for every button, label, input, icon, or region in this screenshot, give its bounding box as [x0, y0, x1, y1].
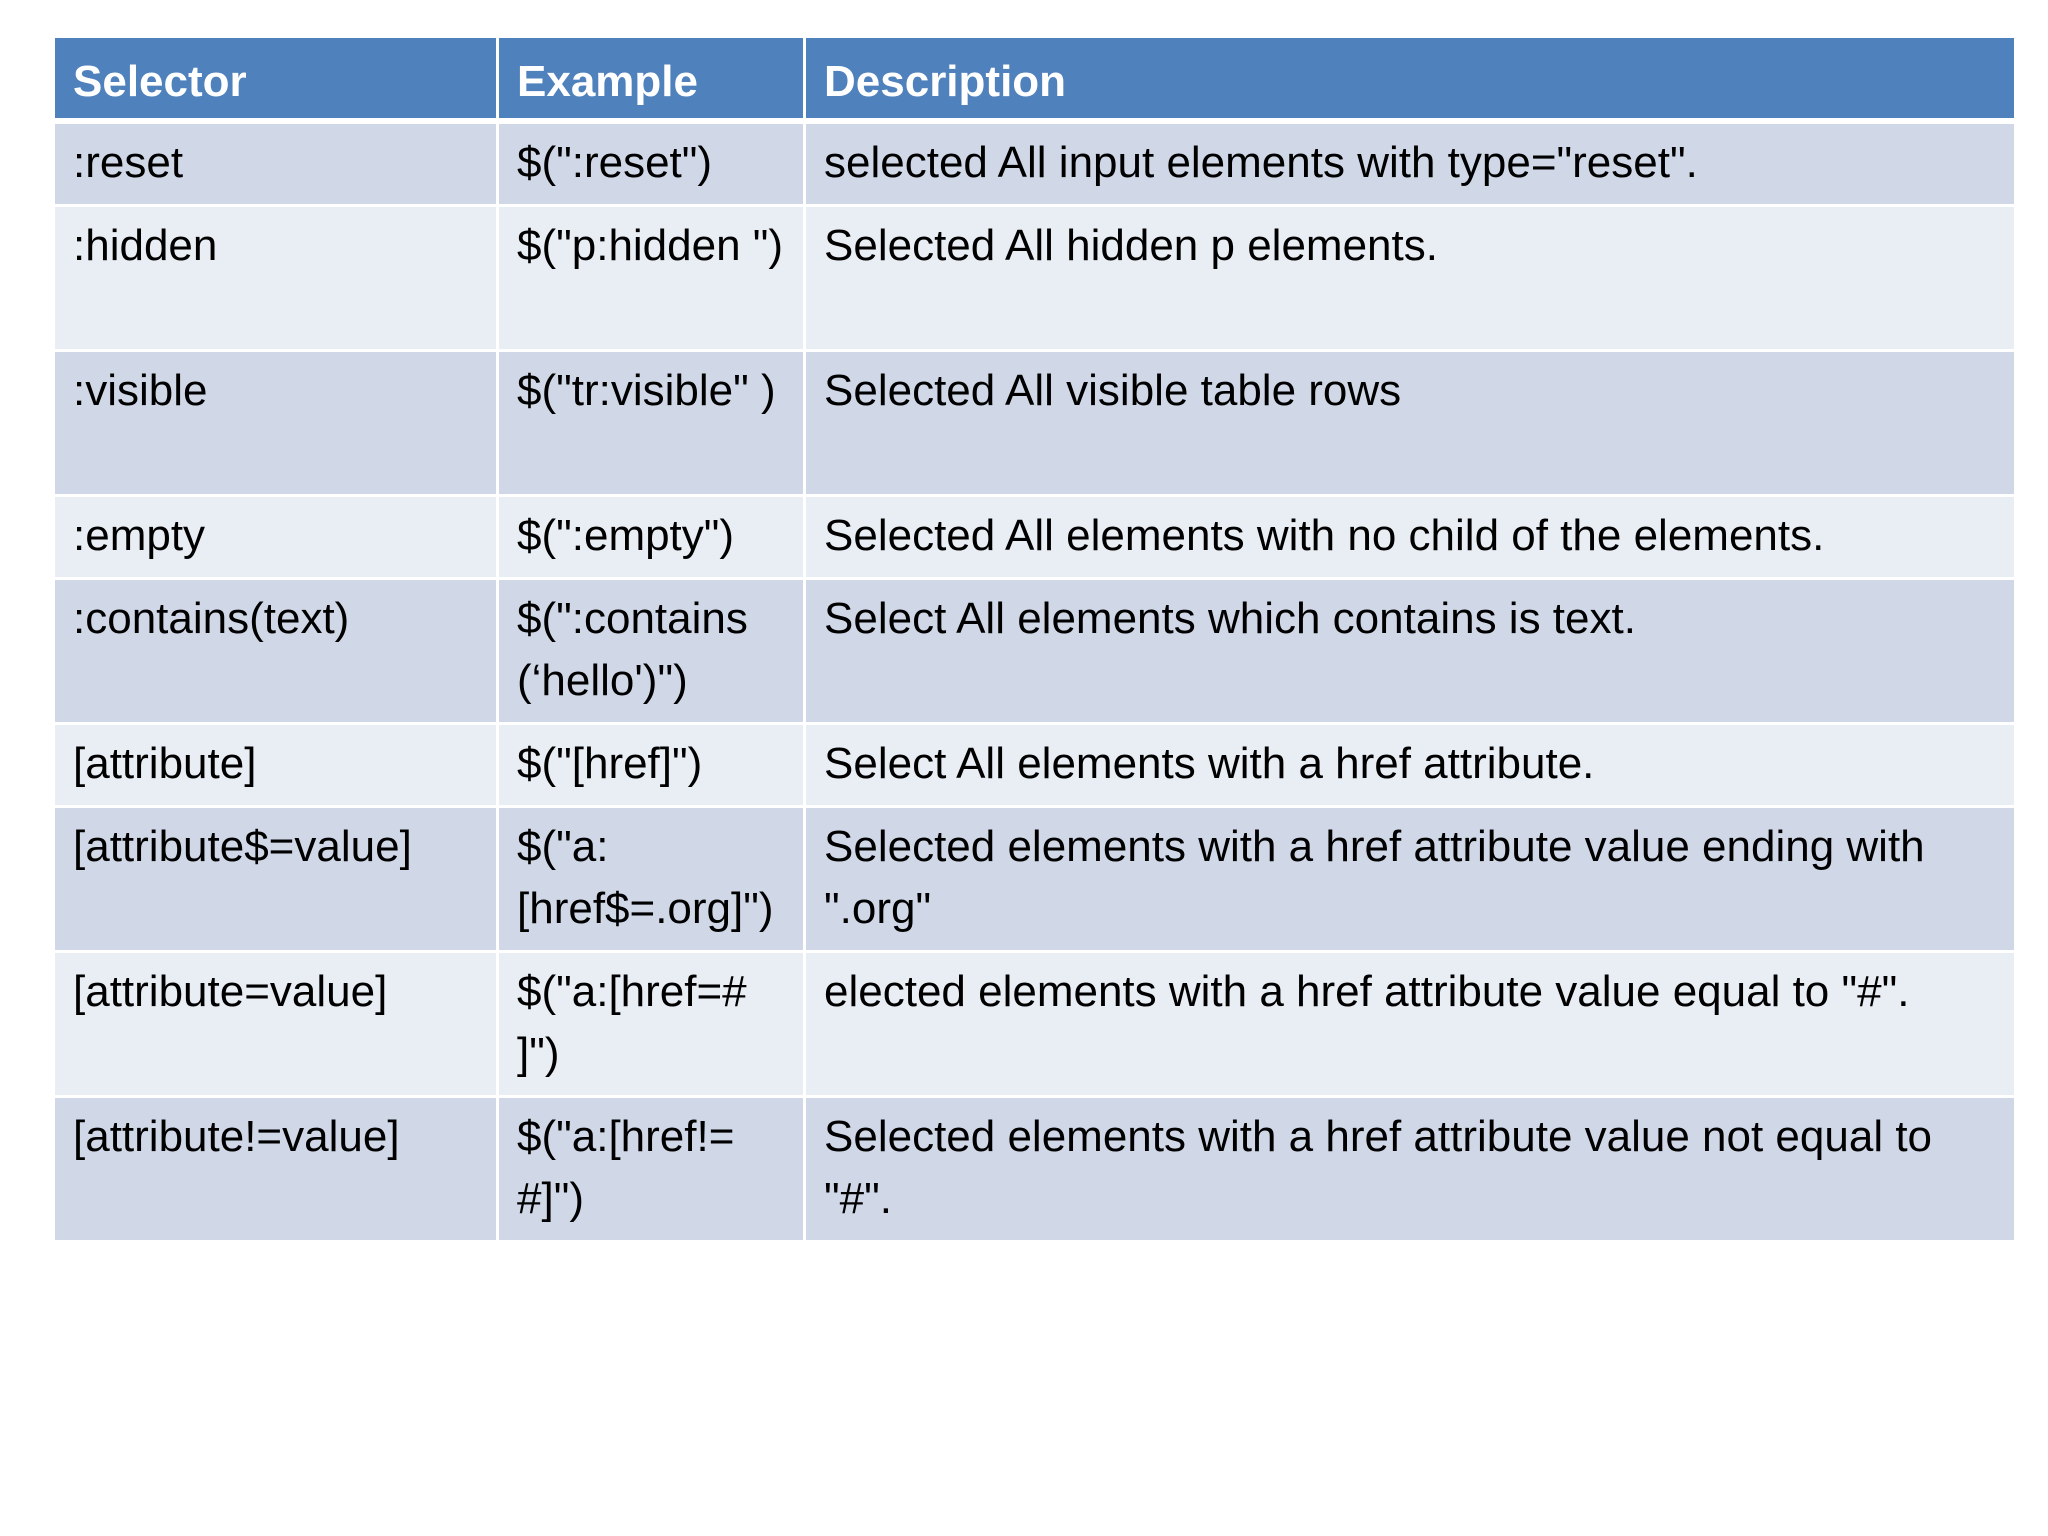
- table-row: [54, 121, 2016, 206]
- cell-description: Selected All hidden p elements.: [805, 206, 2016, 351]
- cell-selector: :empty: [54, 496, 498, 579]
- cell-example: $("tr:visible" ): [498, 351, 805, 496]
- cell-selector: :hidden: [54, 206, 498, 351]
- cell-selector: :reset: [54, 121, 498, 206]
- cell-example: $("[href]"): [498, 724, 805, 807]
- cell-description: elected elements with a href attribute value equal to "#".: [805, 952, 2016, 1097]
- header-example: Example: [498, 37, 805, 122]
- cell-description: Select All elements with a href attribute.: [805, 724, 2016, 807]
- cell-description: Selected elements with a href attribute value ending with ".org": [805, 807, 2016, 952]
- cell-example: $("a:[href$=.org]"): [498, 807, 805, 952]
- cell-description: Select All elements which contains is text.: [805, 579, 2016, 724]
- table-row: [54, 496, 2016, 579]
- table-body: [54, 121, 2016, 1242]
- cell-example: $("a:[href!= #]"): [498, 1097, 805, 1242]
- cell-description: Selected All elements with no child of the elements.: [805, 496, 2016, 579]
- header-row: [54, 37, 2016, 122]
- table-row: [54, 807, 2016, 952]
- table-row: [54, 1097, 2016, 1242]
- cell-example: $("p:hidden "): [498, 206, 805, 351]
- cell-description: selected All input elements with type="reset".: [805, 121, 2016, 206]
- cell-selector: [attribute$=value]: [54, 807, 498, 952]
- cell-selector: [attribute]: [54, 724, 498, 807]
- cell-example: $("a:[href=# ]"): [498, 952, 805, 1097]
- table-row: [54, 724, 2016, 807]
- table-row: [54, 351, 2016, 496]
- cell-description: Selected elements with a href attribute value not equal to "#".: [805, 1097, 2016, 1242]
- table-row: [54, 206, 2016, 351]
- cell-description: Selected All visible table rows: [805, 351, 2016, 496]
- table-row: [54, 952, 2016, 1097]
- cell-example: $(":reset"): [498, 121, 805, 206]
- cell-selector: [attribute!=value]: [54, 1097, 498, 1242]
- cell-example: $(":empty"): [498, 496, 805, 579]
- cell-example: $(":contains (‘hello')"): [498, 579, 805, 724]
- header-description: Description: [805, 37, 2016, 122]
- cell-selector: [attribute=value]: [54, 952, 498, 1097]
- cell-selector: :contains(text): [54, 579, 498, 724]
- table-row: [54, 579, 2016, 724]
- cell-selector: :visible: [54, 351, 498, 496]
- table-header: [54, 37, 2016, 122]
- selector-table: [52, 35, 2017, 1243]
- header-selector: Selector: [54, 37, 498, 122]
